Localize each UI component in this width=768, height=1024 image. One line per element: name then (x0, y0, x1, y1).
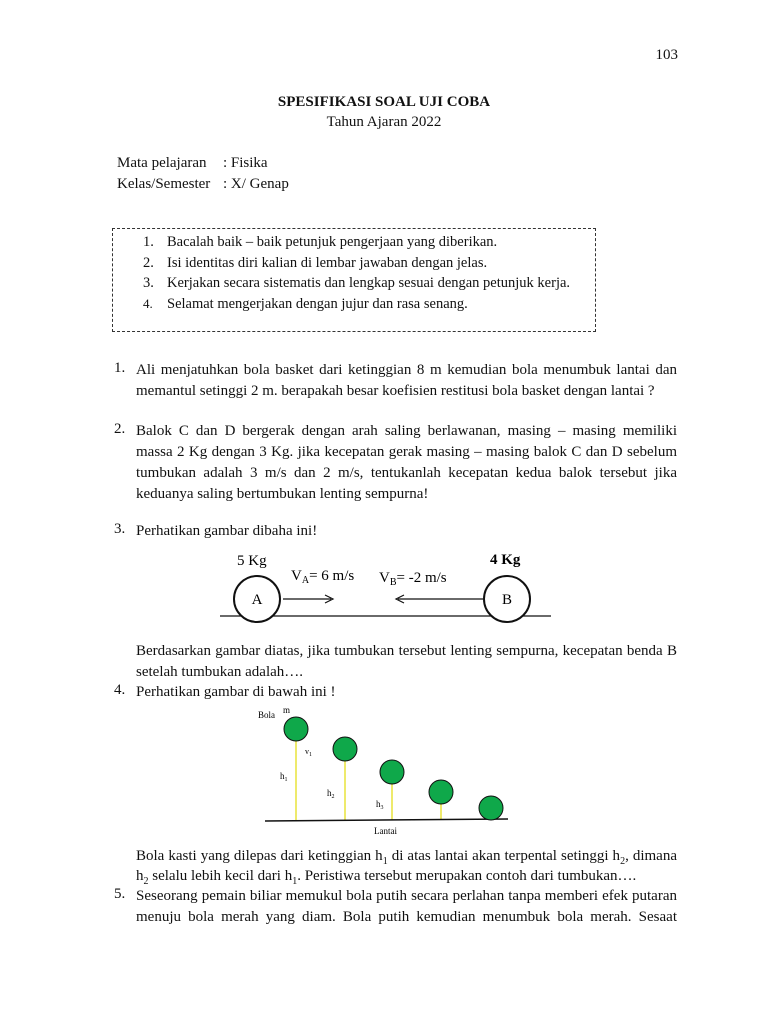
instruction-item: 4. Selamat mengerjakan dengan jujur dan rasa senang. (143, 296, 468, 312)
floor-line (265, 819, 508, 821)
ball-b-label: B (501, 592, 513, 608)
meta-key: Mata pelajaran (117, 155, 207, 171)
h3-label: $h_3$ (376, 799, 384, 811)
question-5-text: Seseorang pemain biliar memukul bola putih secara perlahan tanpa memberi efek putaran menuju bola merah yang diam. Bola putih kemudian menumbuk bola merah. Sesaat (136, 888, 677, 925)
instruction-item: 2. Isi identitas diri kalian di lembar jawaban dengan jelas. (143, 255, 488, 271)
meta-subject (117, 155, 268, 172)
question-1-text: Ali menjatuhkan bola basket dari ketinggian 8 m kemudian bola menumbuk lantai dan memantul setinggi 2 m. berapakah besar koefisien restitusi bola basket dengan lantai ? (136, 362, 677, 399)
ball-4 (429, 780, 453, 804)
question-number: 1. (114, 360, 126, 376)
velocity-b-label: $V_B= -2$ m/s (379, 570, 447, 588)
ball-a-label: A (251, 592, 263, 608)
question-3-intro: Perhatikan gambar dibaha ini! (136, 523, 318, 539)
ball-5 (479, 796, 503, 820)
instruction-item: 3. Kerjakan secara sistematis dan lengkap sesuai dengan petunjuk kerja. (143, 275, 571, 291)
mass-b-label: 4 Kg (490, 552, 521, 568)
meta-key: Kelas/Semester (117, 176, 211, 192)
instructions-box (112, 228, 596, 332)
question-number: 5. (114, 886, 126, 902)
velocity-a-label: $V_A= 6$ m/s (291, 568, 355, 586)
question-4-after-line-2: $h_2$ selalu lebih kecil dari $h_1$. Peristiwa tersebut merupakan contoh dari tumbukan…. (136, 868, 637, 887)
page-title: SPESIFIKASI SOAL UJI COBA (277, 94, 491, 110)
meta-class (117, 176, 289, 193)
question-number: 4. (114, 682, 126, 698)
bouncing-ball-figure (250, 703, 515, 838)
question-4-after-line-1: Bola kasti yang dilepas dari ketinggian $h_1$ di atas lantai akan terpental setinggi $h_2$, dimana (136, 848, 678, 867)
page-number: 103 (655, 47, 678, 63)
question-2-text: Balok C dan D bergerak dengan arah saling berlawanan, masing – masing memiliki massa 2 Kg dengan 3 Kg. jika kecepatan gerak masing – masing balok C dan D sebelum tumbukan adalah 3 m/s dan 2 m/s, tentukanlah kecepatan kedua balok tersebut jika keduanya saling bertumbukan lenting sempurna! (136, 423, 677, 502)
ball-2 (333, 737, 357, 761)
question-3-after: Berdasarkan gambar diatas, jika tumbukan tersebut lenting sempurna, kecepatan benda B setelah tumbukan adalah…. (136, 643, 677, 680)
question-number: 3. (114, 521, 126, 537)
question-number: 2. (114, 421, 126, 437)
instruction-item: 1. Bacalah baik – baik petunjuk pengerjaan yang diberikan. (143, 234, 498, 250)
ball-3 (380, 760, 404, 784)
meta-value: : X/ Genap (223, 176, 289, 192)
mass-a-label: 5 Kg (237, 553, 267, 569)
collision-figure (215, 545, 560, 625)
ball-1 (284, 717, 308, 741)
lantai-label: Lantai (374, 826, 397, 836)
page-subtitle: Tahun Ajaran 2022 (326, 114, 442, 130)
h2-label: $h_2$ (327, 788, 335, 800)
question-4-intro: Perhatikan gambar di bawah ini ! (136, 684, 336, 700)
mass-label: m (283, 705, 291, 715)
bola-label: Bola (258, 710, 275, 720)
meta-value: : Fisika (223, 155, 268, 171)
h1-label: $h_1$ (280, 771, 288, 783)
v1-label: $v_1$ (305, 747, 312, 758)
